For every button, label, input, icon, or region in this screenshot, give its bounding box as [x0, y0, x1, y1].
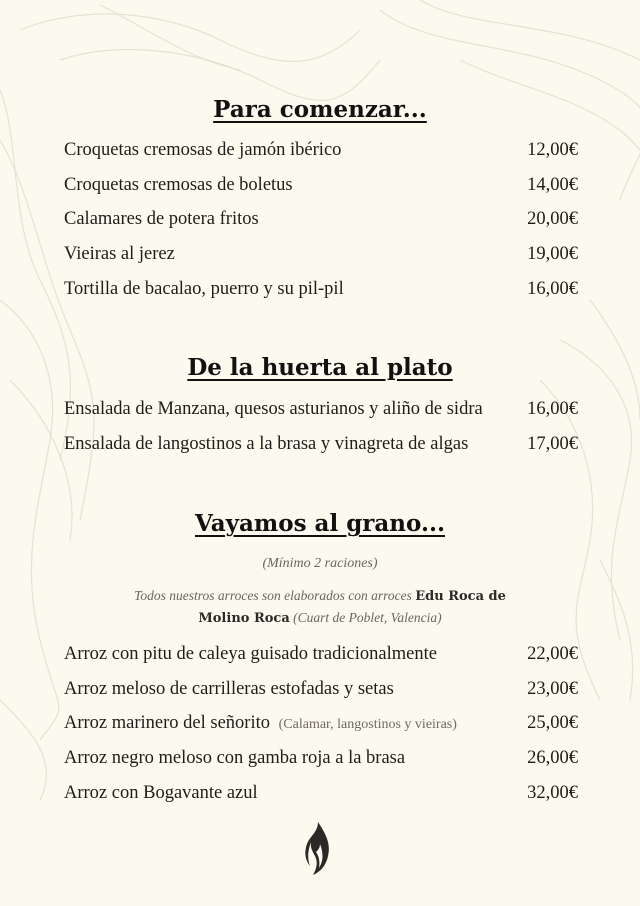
item-name: Ensalada de Manzana, quesos asturianos y aliño de sidra [64, 398, 483, 419]
flame-icon [304, 820, 334, 876]
section-title-salads: De la huerta al plato [187, 354, 453, 381]
item-name-with-note [64, 713, 457, 734]
item-price: 25,00€ [527, 712, 578, 733]
item-price: 23,00€ [527, 678, 578, 699]
item-price: 17,00€ [527, 433, 578, 454]
menu-item [64, 676, 578, 702]
menu-item [64, 172, 578, 198]
item-name: Calamares de potera fritos [64, 208, 259, 229]
minimum-portions-note: (Mínimo 2 raciones) [262, 556, 378, 571]
rice-info-text: Todos nuestros arroces son elaborados con arroces [134, 588, 412, 603]
rice-brand: Edu Roca de Molino Roca [198, 589, 506, 626]
menu-item [64, 276, 578, 302]
menu-item [64, 206, 578, 232]
menu-item [64, 710, 578, 736]
item-price: 16,00€ [527, 278, 578, 299]
item-name: Arroz con pitu de caleya guisado tradicionalmente [64, 643, 437, 664]
item-price: 16,00€ [527, 398, 578, 419]
item-price: 12,00€ [527, 139, 578, 160]
rice-origin: (Cuart de Poblet, Valencia) [293, 610, 442, 625]
item-price: 22,00€ [527, 643, 578, 664]
section-title-starters: Para comenzar... [213, 96, 427, 123]
menu-item [64, 396, 578, 422]
menu-item [64, 780, 578, 806]
menu-item [64, 137, 578, 163]
item-name: Arroz negro meloso con gamba roja a la brasa [64, 747, 406, 768]
item-name: Vieiras al jerez [64, 243, 175, 264]
item-name: Arroz marinero del señorito [64, 712, 270, 733]
item-price: 19,00€ [527, 243, 578, 264]
item-name: Ensalada de langostinos a la brasa y vinagreta de algas [64, 433, 469, 454]
item-price: 20,00€ [527, 208, 578, 229]
item-price: 32,00€ [527, 782, 578, 803]
item-price: 14,00€ [527, 174, 578, 195]
rice-supplier-info [130, 585, 510, 629]
menu-item [64, 641, 578, 667]
item-name: Arroz con Bogavante azul [64, 782, 258, 803]
menu-item [64, 745, 578, 771]
section-title-rice: Vayamos al grano... [195, 510, 445, 537]
item-price: 26,00€ [527, 747, 578, 768]
item-note: (Calamar, langostinos y vieiras) [278, 716, 457, 732]
menu-item [64, 241, 578, 267]
item-name: Croquetas cremosas de boletus [64, 174, 293, 195]
item-name: Tortilla de bacalao, puerro y su pil-pil [64, 278, 344, 299]
item-name: Arroz meloso de carrilleras estofadas y setas [64, 678, 394, 699]
menu-item [64, 431, 578, 457]
item-name: Croquetas cremosas de jamón ibérico [64, 139, 342, 160]
